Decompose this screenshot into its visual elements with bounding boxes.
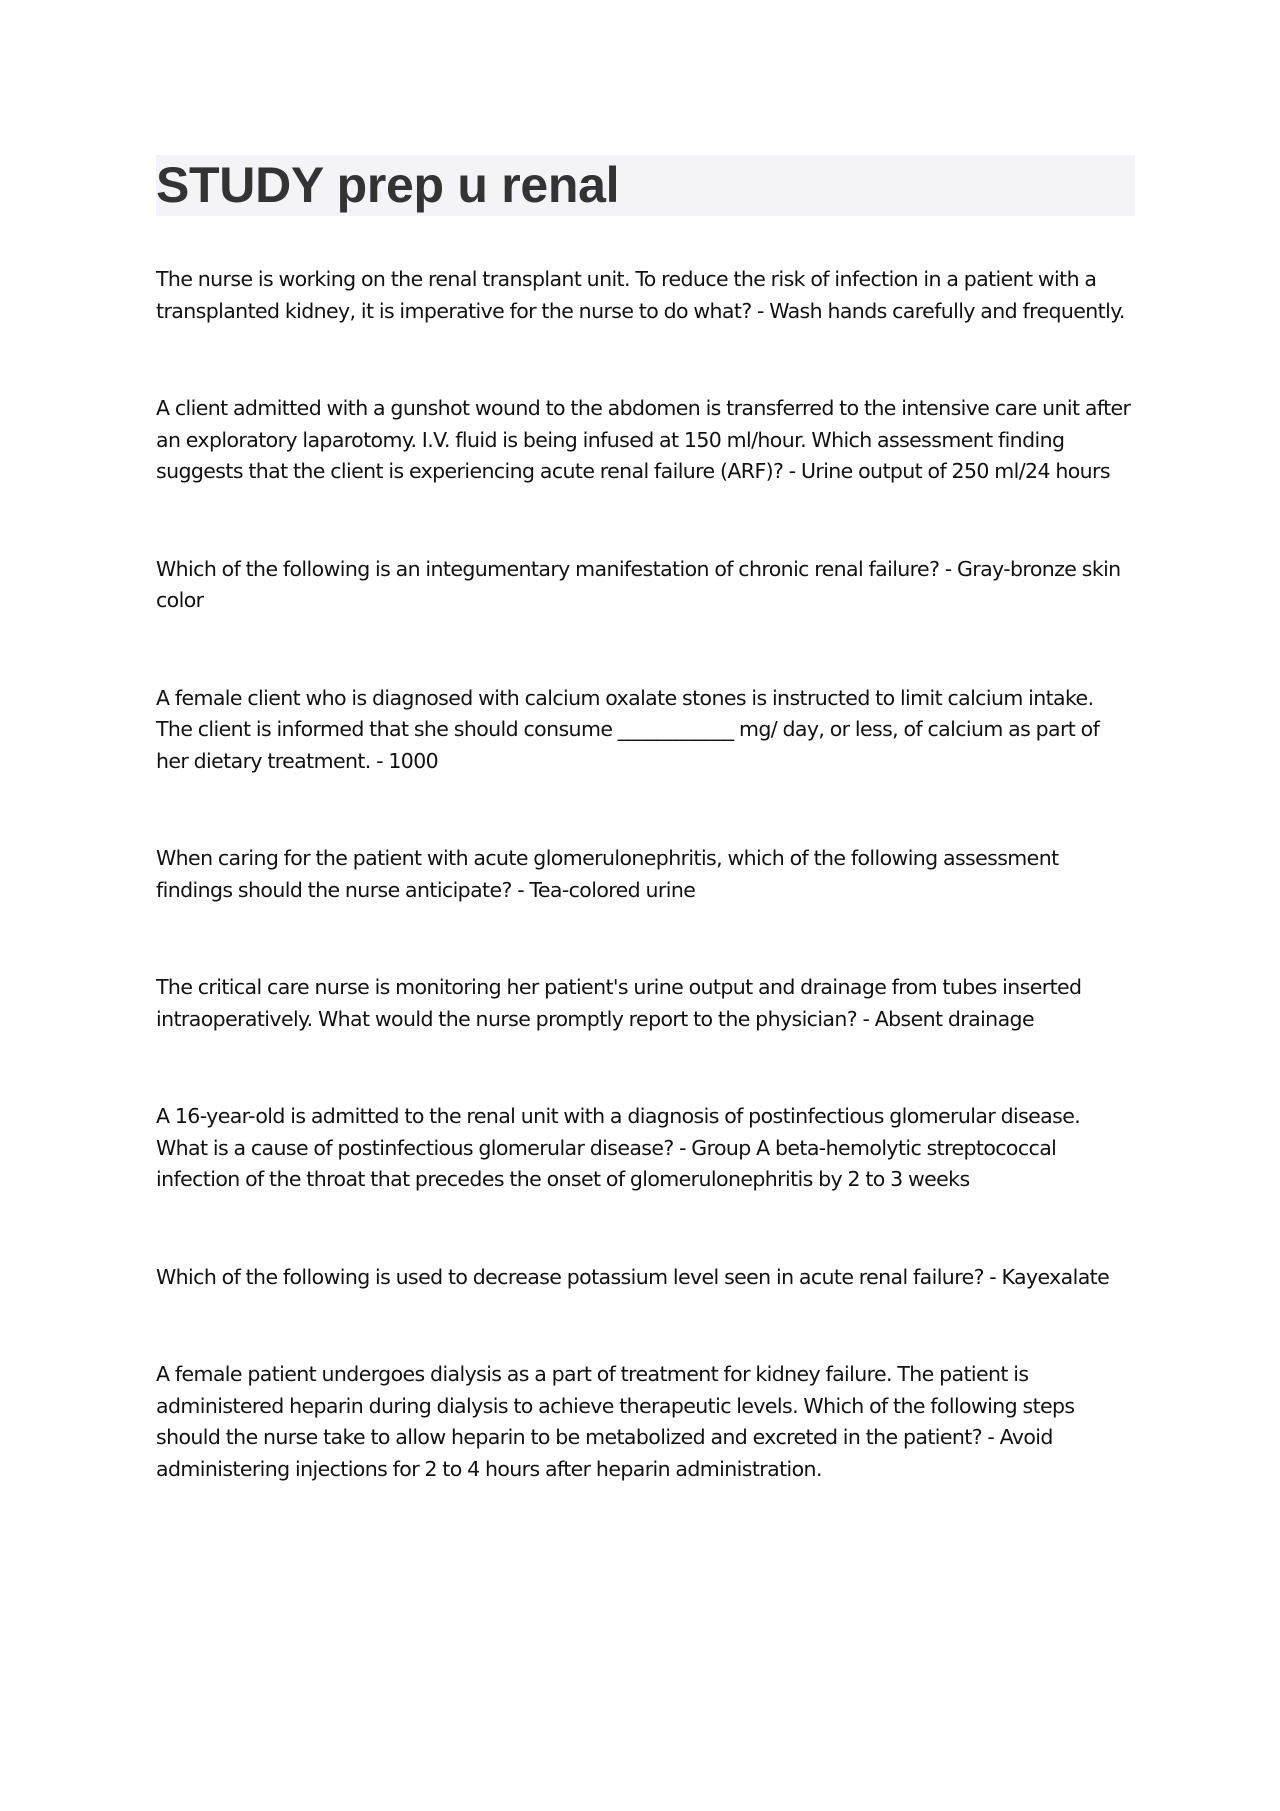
question-list bbox=[156, 264, 1135, 1485]
page-title: STUDY prep u renal bbox=[156, 157, 620, 213]
question-answer-3: Which of the following is an integumentary manifestation of chronic renal failure? - Gray-bronze skin color bbox=[156, 556, 1121, 612]
question-answer-6: The critical care nurse is monitoring her patient's urine output and drainage from tubes inserted intraoperatively. What would the nurse promptly report to the physician? - Absent drainage bbox=[156, 975, 1082, 1031]
question-answer-5: When caring for the patient with acute glomerulonephritis, which of the following assessment findings should the nurse anticipate? - Tea-colored urine bbox=[156, 846, 1059, 902]
document-content bbox=[156, 155, 1135, 1485]
title-banner bbox=[156, 155, 1135, 216]
question-answer-9: A female patient undergoes dialysis as a part of treatment for kidney failure. The patient is administered heparin during dialysis to achieve therapeutic levels. Which of the following steps should the nurse take to allow heparin to be metabolized and excreted in the patient? - Avoid administering injections for 2 to 4 hours after heparin administration. bbox=[156, 1362, 1075, 1481]
question-answer-7: A 16-year-old is admitted to the renal unit with a diagnosis of postinfectious glomerular disease. What is a cause of postinfectious glomerular disease? - Group A beta-hemolytic streptococcal infection of the throat that precedes the onset of glomerulonephritis by 2 to 3 weeks bbox=[156, 1104, 1081, 1191]
question-answer-1: The nurse is working on the renal transplant unit. To reduce the risk of infection in a patient with a transplanted kidney, it is imperative for the nurse to do what? - Wash hands carefully and frequently. bbox=[156, 267, 1125, 323]
question-answer-2: A client admitted with a gunshot wound to the abdomen is transferred to the intensive care unit after an exploratory laparotomy. I.V. fluid is being infused at 150 ml/hour. Which assessment finding suggests that the client is experiencing acute renal failure (ARF)? - Urine output of 250 ml/24 hours bbox=[156, 396, 1131, 483]
question-answer-8: Which of the following is used to decrease potassium level seen in acute renal failure? - Kayexalate bbox=[156, 1264, 1110, 1289]
question-answer-4: A female client who is diagnosed with calcium oxalate stones is instructed to limit calcium intake. The client is informed that she should consume ____________ mg/ day, or less, of calcium as part of her dietary treatment. - 1000 bbox=[156, 685, 1100, 773]
